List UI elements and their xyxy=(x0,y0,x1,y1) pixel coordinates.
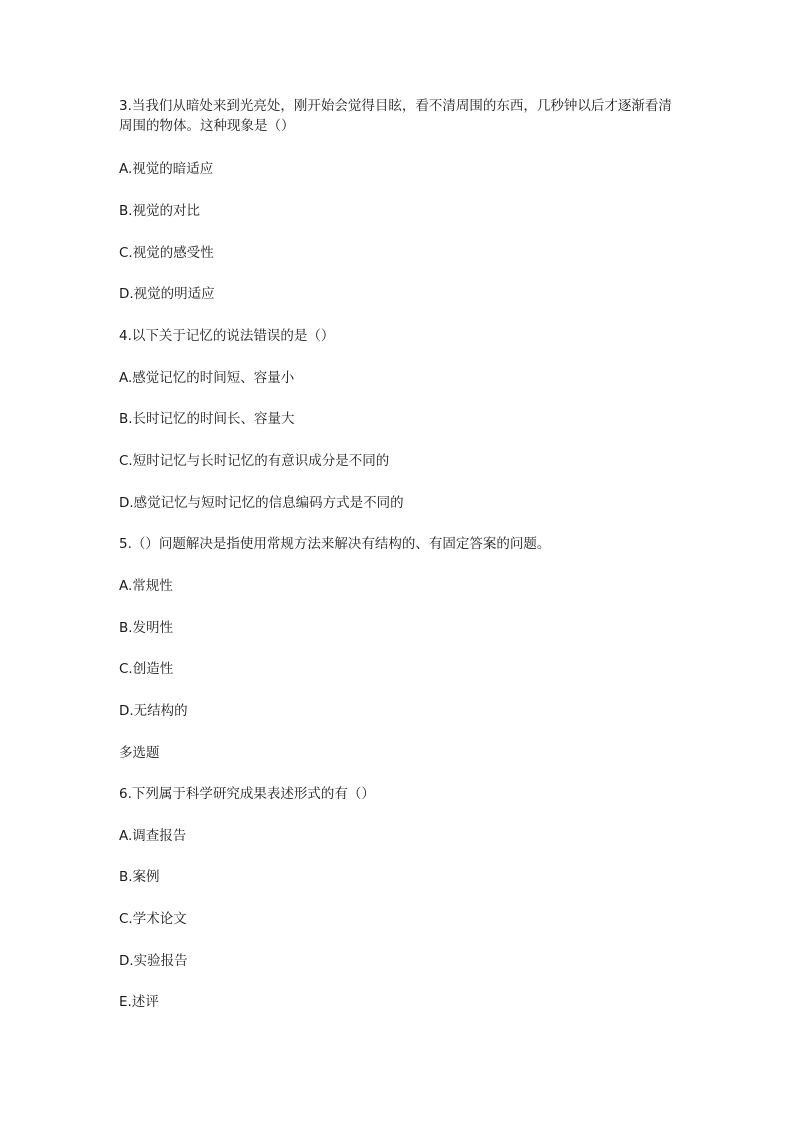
section-heading: 多选题 xyxy=(119,745,160,761)
question-3-stem: 3.当我们从暗处来到光亮处，刚开始会觉得目眩，看不清周围的东西，几秒钟以后才逐渐看清周围的物体。这种现象是（） xyxy=(119,98,672,134)
question-3-option-d: D.视觉的明适应 xyxy=(119,286,215,302)
question-5-stem: 5.（）问题解决是指使用常规方法来解决有结构的、有固定答案的问题。 xyxy=(119,536,551,552)
question-5-option-a: A.常规性 xyxy=(119,578,173,594)
question-6-option-e: E.述评 xyxy=(119,994,159,1010)
question-3-option-c: C.视觉的感受性 xyxy=(119,245,214,261)
question-4-option-b: B.长时记忆的时间长、容量大 xyxy=(119,411,295,427)
question-5-option-c: C.创造性 xyxy=(119,661,174,677)
question-6-stem: 6.下列属于科学研究成果表述形式的有（） xyxy=(119,786,375,802)
question-4-option-a: A.感觉记忆的时间短、容量小 xyxy=(119,370,295,386)
question-4-option-c: C.短时记忆与长时记忆的有意识成分是不同的 xyxy=(119,453,390,469)
question-3-option-b: B.视觉的对比 xyxy=(119,203,201,219)
question-6-option-b: B.案例 xyxy=(119,869,160,885)
question-4-stem: 4.以下关于记忆的说法错误的是（） xyxy=(119,328,335,344)
question-6-option-c: C.学术论文 xyxy=(119,911,187,927)
question-5-option-b: B.发明性 xyxy=(119,620,174,636)
question-5-option-d: D.无结构的 xyxy=(119,703,188,719)
question-3-option-a: A.视觉的暗适应 xyxy=(119,161,214,177)
question-6-option-a: A.调查报告 xyxy=(119,828,187,844)
question-4-option-d: D.感觉记忆与短时记忆的信息编码方式是不同的 xyxy=(119,495,404,511)
question-6-option-d: D.实验报告 xyxy=(119,953,188,969)
